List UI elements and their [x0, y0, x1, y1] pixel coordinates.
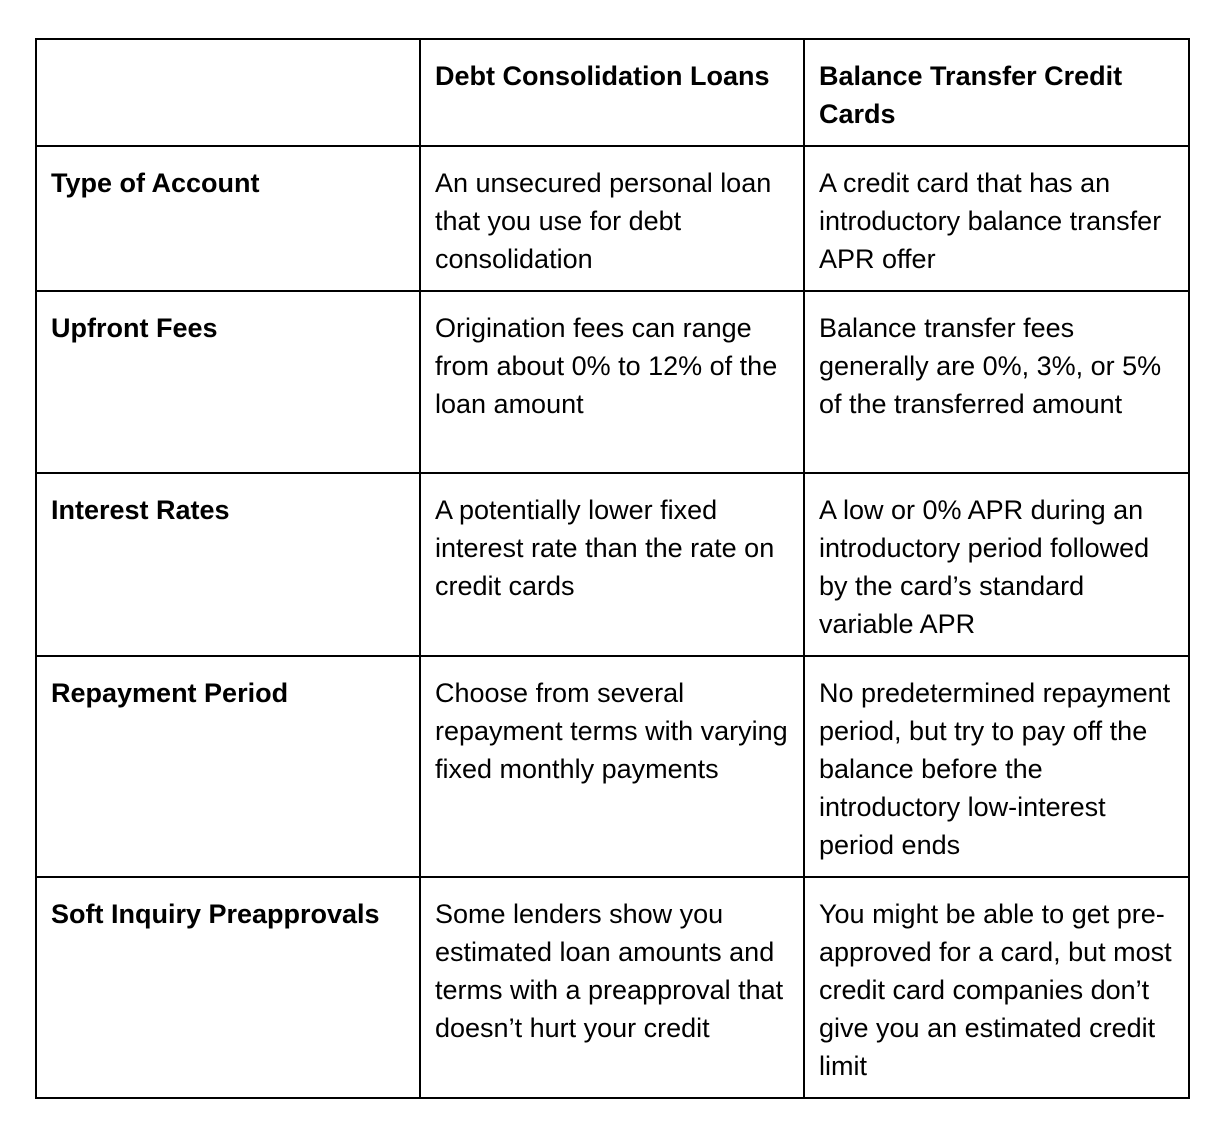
loan-cell: An unsecured personal loan that you use for debt consolidation [420, 146, 804, 291]
row-label: Soft Inquiry Preapprovals [36, 877, 420, 1098]
loan-cell: Choose from several repayment terms with varying fixed monthly payments [420, 656, 804, 877]
card-cell: No predetermined repayment period, but try to pay off the balance before the introductory low-interest period ends [804, 656, 1189, 877]
table-row [36, 146, 1189, 291]
table-row [36, 473, 1189, 656]
header-row [36, 39, 1189, 146]
card-cell: Balance transfer fees generally are 0%, 3%, or 5% of the transferred amount [804, 291, 1189, 473]
row-label: Type of Account [36, 146, 420, 291]
card-cell: A low or 0% APR during an introductory period followed by the card’s standard variable APR [804, 473, 1189, 656]
loan-cell: Some lenders show you estimated loan amounts and terms with a preapproval that doesn’t hurt your credit [420, 877, 804, 1098]
header-balance-transfer-credit-cards: Balance Transfer Credit Cards [804, 39, 1189, 146]
table-row [36, 877, 1189, 1098]
loan-cell: Origination fees can range from about 0% to 12% of the loan amount [420, 291, 804, 473]
row-label: Upfront Fees [36, 291, 420, 473]
loan-cell: A potentially lower fixed interest rate than the rate on credit cards [420, 473, 804, 656]
card-cell: A credit card that has an introductory balance transfer APR offer [804, 146, 1189, 291]
comparison-table [35, 38, 1190, 1099]
header-blank-cell [36, 39, 420, 146]
row-label: Interest Rates [36, 473, 420, 656]
header-debt-consolidation-loans: Debt Consolidation Loans [420, 39, 804, 146]
card-cell: You might be able to get pre-approved for a card, but most credit card companies don’t give you an estimated credit limit [804, 877, 1189, 1098]
table-row [36, 656, 1189, 877]
row-label: Repayment Period [36, 656, 420, 877]
table-row [36, 291, 1189, 473]
